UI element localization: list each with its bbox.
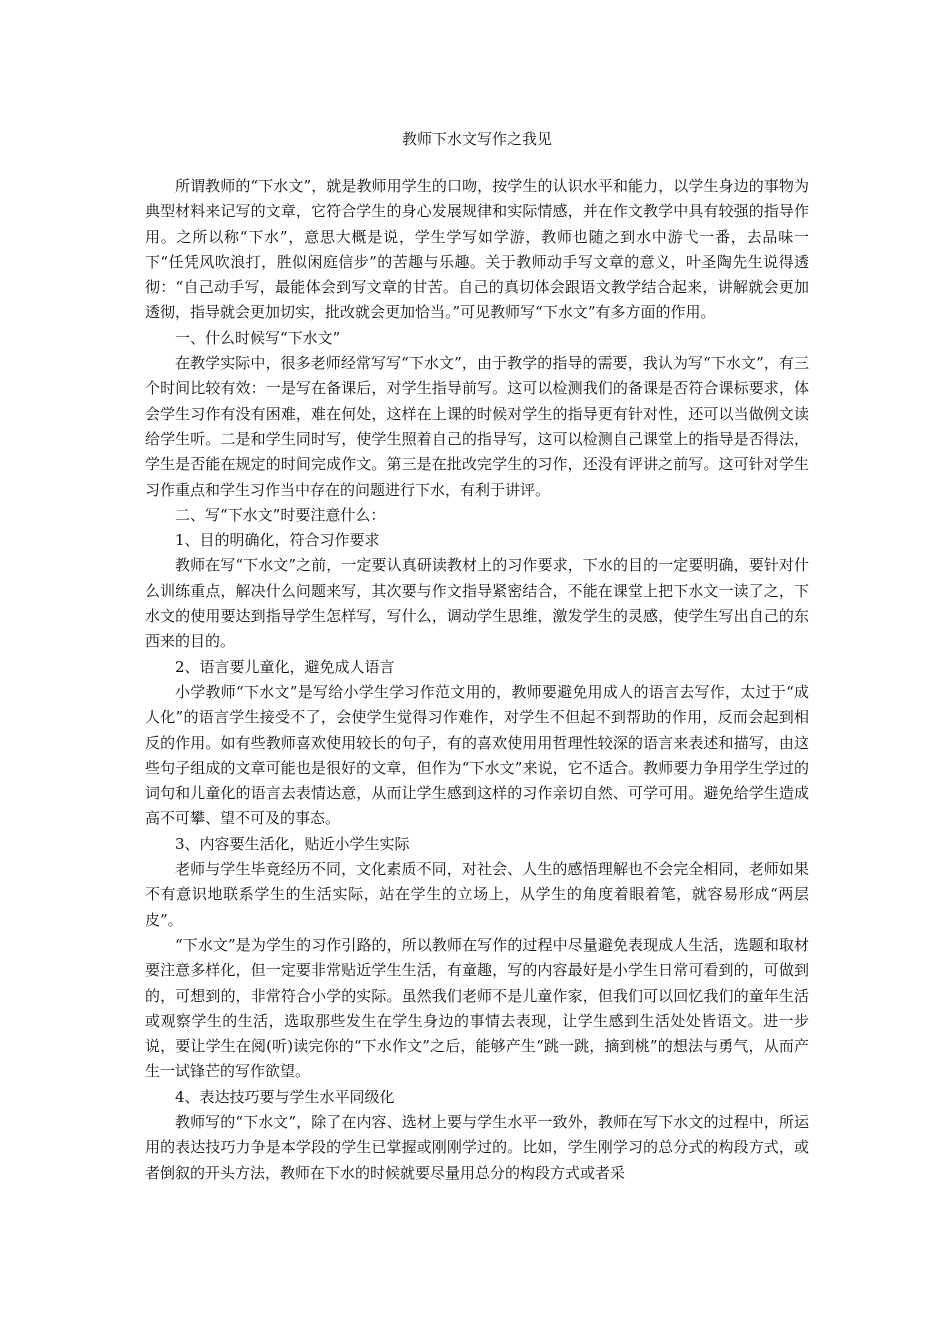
document-title: 教师下水文写作之我见 bbox=[401, 130, 552, 148]
subheading-1: 1、目的明确化，符合习作要求 bbox=[175, 531, 380, 550]
subheading-4: 4、表达技巧要与学生水平同级化 bbox=[175, 1087, 395, 1106]
subheading-2: 2、语言要儿童化，避免成人语言 bbox=[175, 657, 395, 676]
section-heading-2: 二、写“下水文”时要注意什么： bbox=[175, 505, 386, 524]
document-body bbox=[145, 127, 809, 1186]
paragraph-content-1: 老师与学生毕竟经历不同，文化素质不同，对社会、人生的感悟理解也不会完全相同，老师如果不有意识地联系学生的生活实际，站在学生的立场上，从学生的角度着眼着笔，就容易形成“两层皮”。 bbox=[145, 860, 809, 929]
subheading-3: 3、内容要生活化，贴近小学生实际 bbox=[175, 834, 410, 853]
paragraph-content-2: “下水文”是为学生的习作引路的，所以教师在写作的过程中尽量避免表现成人生活，选题和取材要注意多样化，但一定要非常贴近学生生活，有童趣，写的内容最好是小学生日常可看到的，可做到的，可想到的，非常符合小学的实际。虽然我们老师不是儿童作家，但我们可以回忆我们的童年生活或观察学生的生活，选取那些发生在学生身边的事情去表现，让学生感到生活处处皆语文。进一步说，要让学生在阅(听)读完你的“下水作文”之后，能够产生“跳一跳，摘到桃”的想法与勇气，从而产生一试锋芒的写作欲望。 bbox=[145, 935, 809, 1081]
paragraph-timing: 在教学实际中，很多老师经常写写“下水文”，由于教学的指导的需要，我认为写“下水文”，有三个时间比较有效：一是写在备课后，对学生指导前写。这可以检测我们的备课是否符合课标要求，体会学生习作有没有困难，难在何处，这样在上课的时候对学生的指导更有针对性，还可以当做例文读给学生听。二是和学生同时写，使学生照着自己的指导写，这可以检测自己课堂上的指导是否得法，学生是否能在规定的时间完成作文。第三是在批改完学生的习作，还没有评讲之前写。这可针对学生习作重点和学生习作当中存在的问题进行下水，有利于讲评。 bbox=[145, 354, 809, 499]
paragraph-purpose: 教师在写“下水文”之前，一定要认真研读教材上的习作要求，下水的目的一定要明确，要针对什么训练重点，解决什么问题来写，其次要与作文指导紧密结合，不能在课堂上把下水文一读了之，下水文的使用要达到指导学生怎样写，写什么，调动学生思维，激发学生的灵感，使学生写出自己的东西来的目的。 bbox=[145, 556, 809, 651]
paragraph-language: 小学教师“下水文”是写给小学生学习作范文用的，教师要避免用成人的语言去写作，太过于“成人化”的语言学生接受不了，会使学生觉得习作难作，对学生不但起不到帮助的作用，反而会起到相反的作用。如有些教师喜欢使用较长的句子，有的喜欢使用用哲理性较深的语言来表述和描写，由这些句子组成的文章可能也是很好的文章，但作为“下水文”来说，它不适合。教师要力争用学生学过的词句和儿童化的语言去表情达意，从而让学生感到这样的习作亲切自然、可学可用。避免给学生造成高不可攀、望不可及的事态。 bbox=[145, 682, 809, 828]
section-heading-1: 一、什么时候写“下水文” bbox=[175, 328, 341, 347]
paragraph-technique: 教师写的“下水文”，除了在内容、选材上要与学生水平一致外，教师在写下水文的过程中，所运用的表达技巧力争是本学段的学生已掌握或刚刚学过的。比如，学生刚学习的总分式的构段方式，或者倒叙的开头方法，教师在下水的时候就要尽量用总分的构段方式或者采 bbox=[145, 1112, 809, 1182]
paragraph-intro: 所谓教师的“下水文”，就是教师用学生的口吻，按学生的认识水平和能力，以学生身边的事物为典型材料来记写的文章，它符合学生的身心发展规律和实际情感，并在作文教学中具有较强的指导作用。之所以称“下水”，意思大概是说，学生学写如学游，教师也随之到水中游弋一番，去品味一下“任凭风吹浪打，胜似闲庭信步”的苦趣与乐趣。关于教师动手写文章的意义，叶圣陶先生说得透彻：“自己动手写，最能体会到写文章的甘苦。自己的真切体会跟语文教学结合起来，讲解就会更加透彻，指导就会更加切实，批改就会更加恰当。”可见教师写“下水文”有多方面的作用。 bbox=[145, 177, 809, 322]
